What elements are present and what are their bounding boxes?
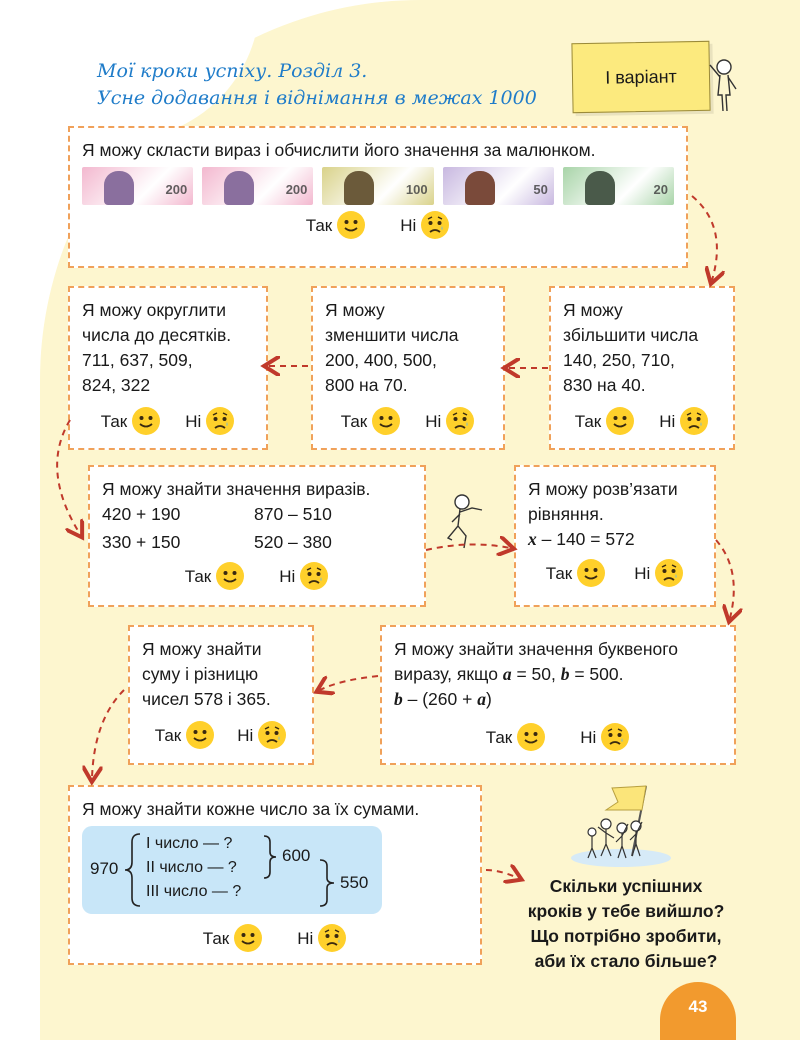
- task-box-3: [311, 286, 505, 450]
- sad-face-icon: [600, 722, 630, 752]
- yes-option[interactable]: [575, 406, 636, 436]
- walking-person-icon: [440, 492, 492, 550]
- no-option[interactable]: [400, 210, 450, 240]
- no-option[interactable]: [279, 561, 329, 591]
- no-label: Ні: [297, 928, 314, 948]
- banknote-value: 20: [653, 182, 669, 197]
- task-3-line: Я можу: [325, 300, 385, 320]
- no-option[interactable]: [237, 720, 287, 750]
- task-9-text: Я можу знайти кожне число за їх сумами.: [82, 799, 420, 819]
- portrait: [344, 171, 374, 205]
- sad-face-icon: [205, 406, 235, 436]
- yes-option[interactable]: [546, 558, 607, 588]
- yes-label: Так: [100, 411, 128, 431]
- banknote-value: 100: [405, 182, 428, 197]
- task-box-6: [514, 465, 716, 607]
- happy-face-icon: [516, 722, 546, 752]
- banknote-200-image: [202, 167, 313, 205]
- happy-face-icon: [185, 720, 215, 750]
- happy-face-icon: [215, 561, 245, 591]
- text-part: ): [485, 689, 492, 709]
- left-brace: [122, 832, 144, 908]
- yes-no-7: [142, 720, 300, 750]
- question-line: аби їх стало більше?: [534, 951, 718, 971]
- title-line-1: Мої кроки успіху. Розділ 3.: [97, 60, 368, 82]
- happy-face-icon: [336, 210, 366, 240]
- flag-people-icon: [566, 780, 676, 868]
- task-7-line: суму і різницю: [142, 664, 259, 684]
- sad-face-icon: [679, 406, 709, 436]
- banknote-100-image: [322, 167, 433, 205]
- yes-no-3: [325, 406, 491, 436]
- text-part: виразу, якщо: [394, 664, 503, 684]
- banknote-value: 200: [165, 182, 188, 197]
- task-8-line: Я можу знайти значення буквеного: [394, 639, 678, 659]
- text-part: – (260 +: [402, 689, 478, 709]
- portrait: [585, 171, 615, 205]
- yes-label: Так: [184, 566, 212, 586]
- task-7-line: чисел 578 і 365.: [142, 689, 271, 709]
- question-line: Що потрібно зробити,: [530, 926, 722, 946]
- variant-label: І варіант: [605, 65, 677, 88]
- no-option[interactable]: [425, 406, 475, 436]
- yes-no-1: [82, 210, 674, 240]
- task-2-line: Я можу округлити: [82, 300, 227, 320]
- numbers-list: [146, 832, 241, 904]
- portrait: [224, 171, 254, 205]
- page-number-label: 43: [688, 997, 708, 1016]
- task-7-line: Я можу знайти: [142, 639, 262, 659]
- task-3-line: 800 на 70.: [325, 375, 408, 395]
- happy-face-icon: [576, 558, 606, 588]
- bills-row: [82, 167, 674, 205]
- yes-label: Так: [340, 411, 368, 431]
- task-box-5: [88, 465, 426, 607]
- yes-no-2: [82, 406, 254, 436]
- task-box-1: [68, 126, 688, 268]
- sad-face-icon: [420, 210, 450, 240]
- sum-2-3: 550: [340, 873, 369, 892]
- no-option[interactable]: [185, 406, 235, 436]
- banknote-value: 50: [533, 182, 548, 197]
- yes-option[interactable]: [341, 406, 402, 436]
- no-label: Ні: [185, 411, 202, 431]
- yes-option[interactable]: [185, 561, 246, 591]
- no-label: Ні: [279, 566, 296, 586]
- yes-option[interactable]: [101, 406, 162, 436]
- variable-b: b: [394, 689, 403, 709]
- variable-x: x: [528, 529, 537, 549]
- right-brace-2: [318, 858, 340, 908]
- happy-face-icon: [605, 406, 635, 436]
- number-item: ІІ число — ?: [146, 859, 237, 876]
- variable-a: a: [502, 664, 512, 684]
- person-icon: [706, 55, 746, 113]
- equation-rest: – 140 = 572: [536, 529, 635, 549]
- task-2-line: числа до десятків.: [82, 325, 232, 345]
- sad-face-icon: [317, 923, 347, 953]
- question-line: Скільки успішних: [549, 876, 703, 896]
- task-5-text: Я можу знайти значення виразів.: [102, 479, 371, 499]
- no-option[interactable]: [659, 406, 709, 436]
- variant-badge: [571, 41, 710, 113]
- banknote-value: 200: [285, 182, 308, 197]
- yes-label: Так: [545, 563, 573, 583]
- expression: 520 – 380: [254, 532, 332, 552]
- portrait: [104, 171, 134, 205]
- text-part: = 500.: [569, 664, 624, 684]
- right-brace-1: [262, 834, 282, 880]
- no-label: Ні: [237, 725, 254, 745]
- no-option[interactable]: [297, 923, 347, 953]
- task-2-line: 711, 637, 509,: [82, 350, 193, 370]
- task-4-line: 140, 250, 710,: [563, 350, 675, 370]
- happy-face-icon: [371, 406, 401, 436]
- text-part: = 50,: [511, 664, 561, 684]
- task-box-7: [128, 625, 314, 765]
- task-box-2: [68, 286, 268, 450]
- task-8-line: [394, 662, 722, 687]
- task-3-line: зменшити числа: [325, 325, 459, 345]
- no-label: Ні: [580, 727, 597, 747]
- banknote-50-image: [443, 167, 554, 205]
- equation: [528, 527, 702, 552]
- yes-label: Так: [485, 727, 513, 747]
- banknote-200-image: [82, 167, 193, 205]
- task-4-line: 830 на 40.: [563, 375, 646, 395]
- task-6-line: Я можу розв’язати: [528, 479, 678, 499]
- yes-no-5: [102, 561, 412, 591]
- expression: 870 – 510: [254, 504, 332, 524]
- variable-a: a: [477, 689, 486, 709]
- question-line: кроків у тебе вийшло?: [527, 901, 725, 921]
- portrait: [465, 171, 495, 205]
- happy-face-icon: [131, 406, 161, 436]
- yes-option[interactable]: [306, 210, 367, 240]
- yes-no-9: [70, 923, 480, 953]
- variable-b: b: [560, 664, 570, 684]
- yes-no-8: [394, 722, 722, 752]
- task-6-line: рівняння.: [528, 504, 604, 524]
- yes-no-4: [563, 406, 721, 436]
- yes-option[interactable]: [486, 722, 547, 752]
- sad-face-icon: [299, 561, 329, 591]
- task-3-line: 200, 400, 500,: [325, 350, 437, 370]
- task-4-line: збільшити числа: [563, 325, 699, 345]
- total-value: 970: [90, 859, 119, 878]
- no-label: Ні: [425, 411, 442, 431]
- reflection-question: [500, 874, 752, 974]
- expressions-grid: [102, 502, 412, 555]
- sad-face-icon: [654, 558, 684, 588]
- yes-no-6: [528, 558, 702, 588]
- number-item: ІІІ число — ?: [146, 883, 242, 900]
- no-option[interactable]: [634, 558, 684, 588]
- sum-diagram: [82, 826, 382, 914]
- sum-1-2: 600: [282, 846, 311, 865]
- task-1-text: Я можу скласти вираз і обчислити його значення за малюнком.: [82, 140, 596, 160]
- letter-expression: [394, 687, 722, 712]
- task-2-line: 824, 322: [82, 375, 151, 395]
- no-label: Ні: [634, 563, 651, 583]
- happy-face-icon: [233, 923, 263, 953]
- banknote-20-image: [563, 167, 674, 205]
- no-option[interactable]: [580, 722, 630, 752]
- expression: 420 + 190: [102, 504, 181, 524]
- expression: 330 + 150: [102, 532, 181, 552]
- task-box-8: [380, 625, 736, 765]
- yes-option[interactable]: [155, 720, 216, 750]
- title-line-2: Усне додавання і віднімання в межах 1000: [97, 87, 537, 109]
- yes-label: Так: [574, 411, 602, 431]
- yes-label: Так: [202, 928, 230, 948]
- page-title: [97, 58, 537, 112]
- sad-face-icon: [445, 406, 475, 436]
- task-4-line: Я можу: [563, 300, 623, 320]
- number-item: І число — ?: [146, 835, 233, 852]
- no-label: Ні: [400, 215, 417, 235]
- no-label: Ні: [659, 411, 676, 431]
- yes-option[interactable]: [203, 923, 264, 953]
- task-box-4: [549, 286, 735, 450]
- sad-face-icon: [257, 720, 287, 750]
- yes-label: Так: [305, 215, 333, 235]
- yes-label: Так: [154, 725, 182, 745]
